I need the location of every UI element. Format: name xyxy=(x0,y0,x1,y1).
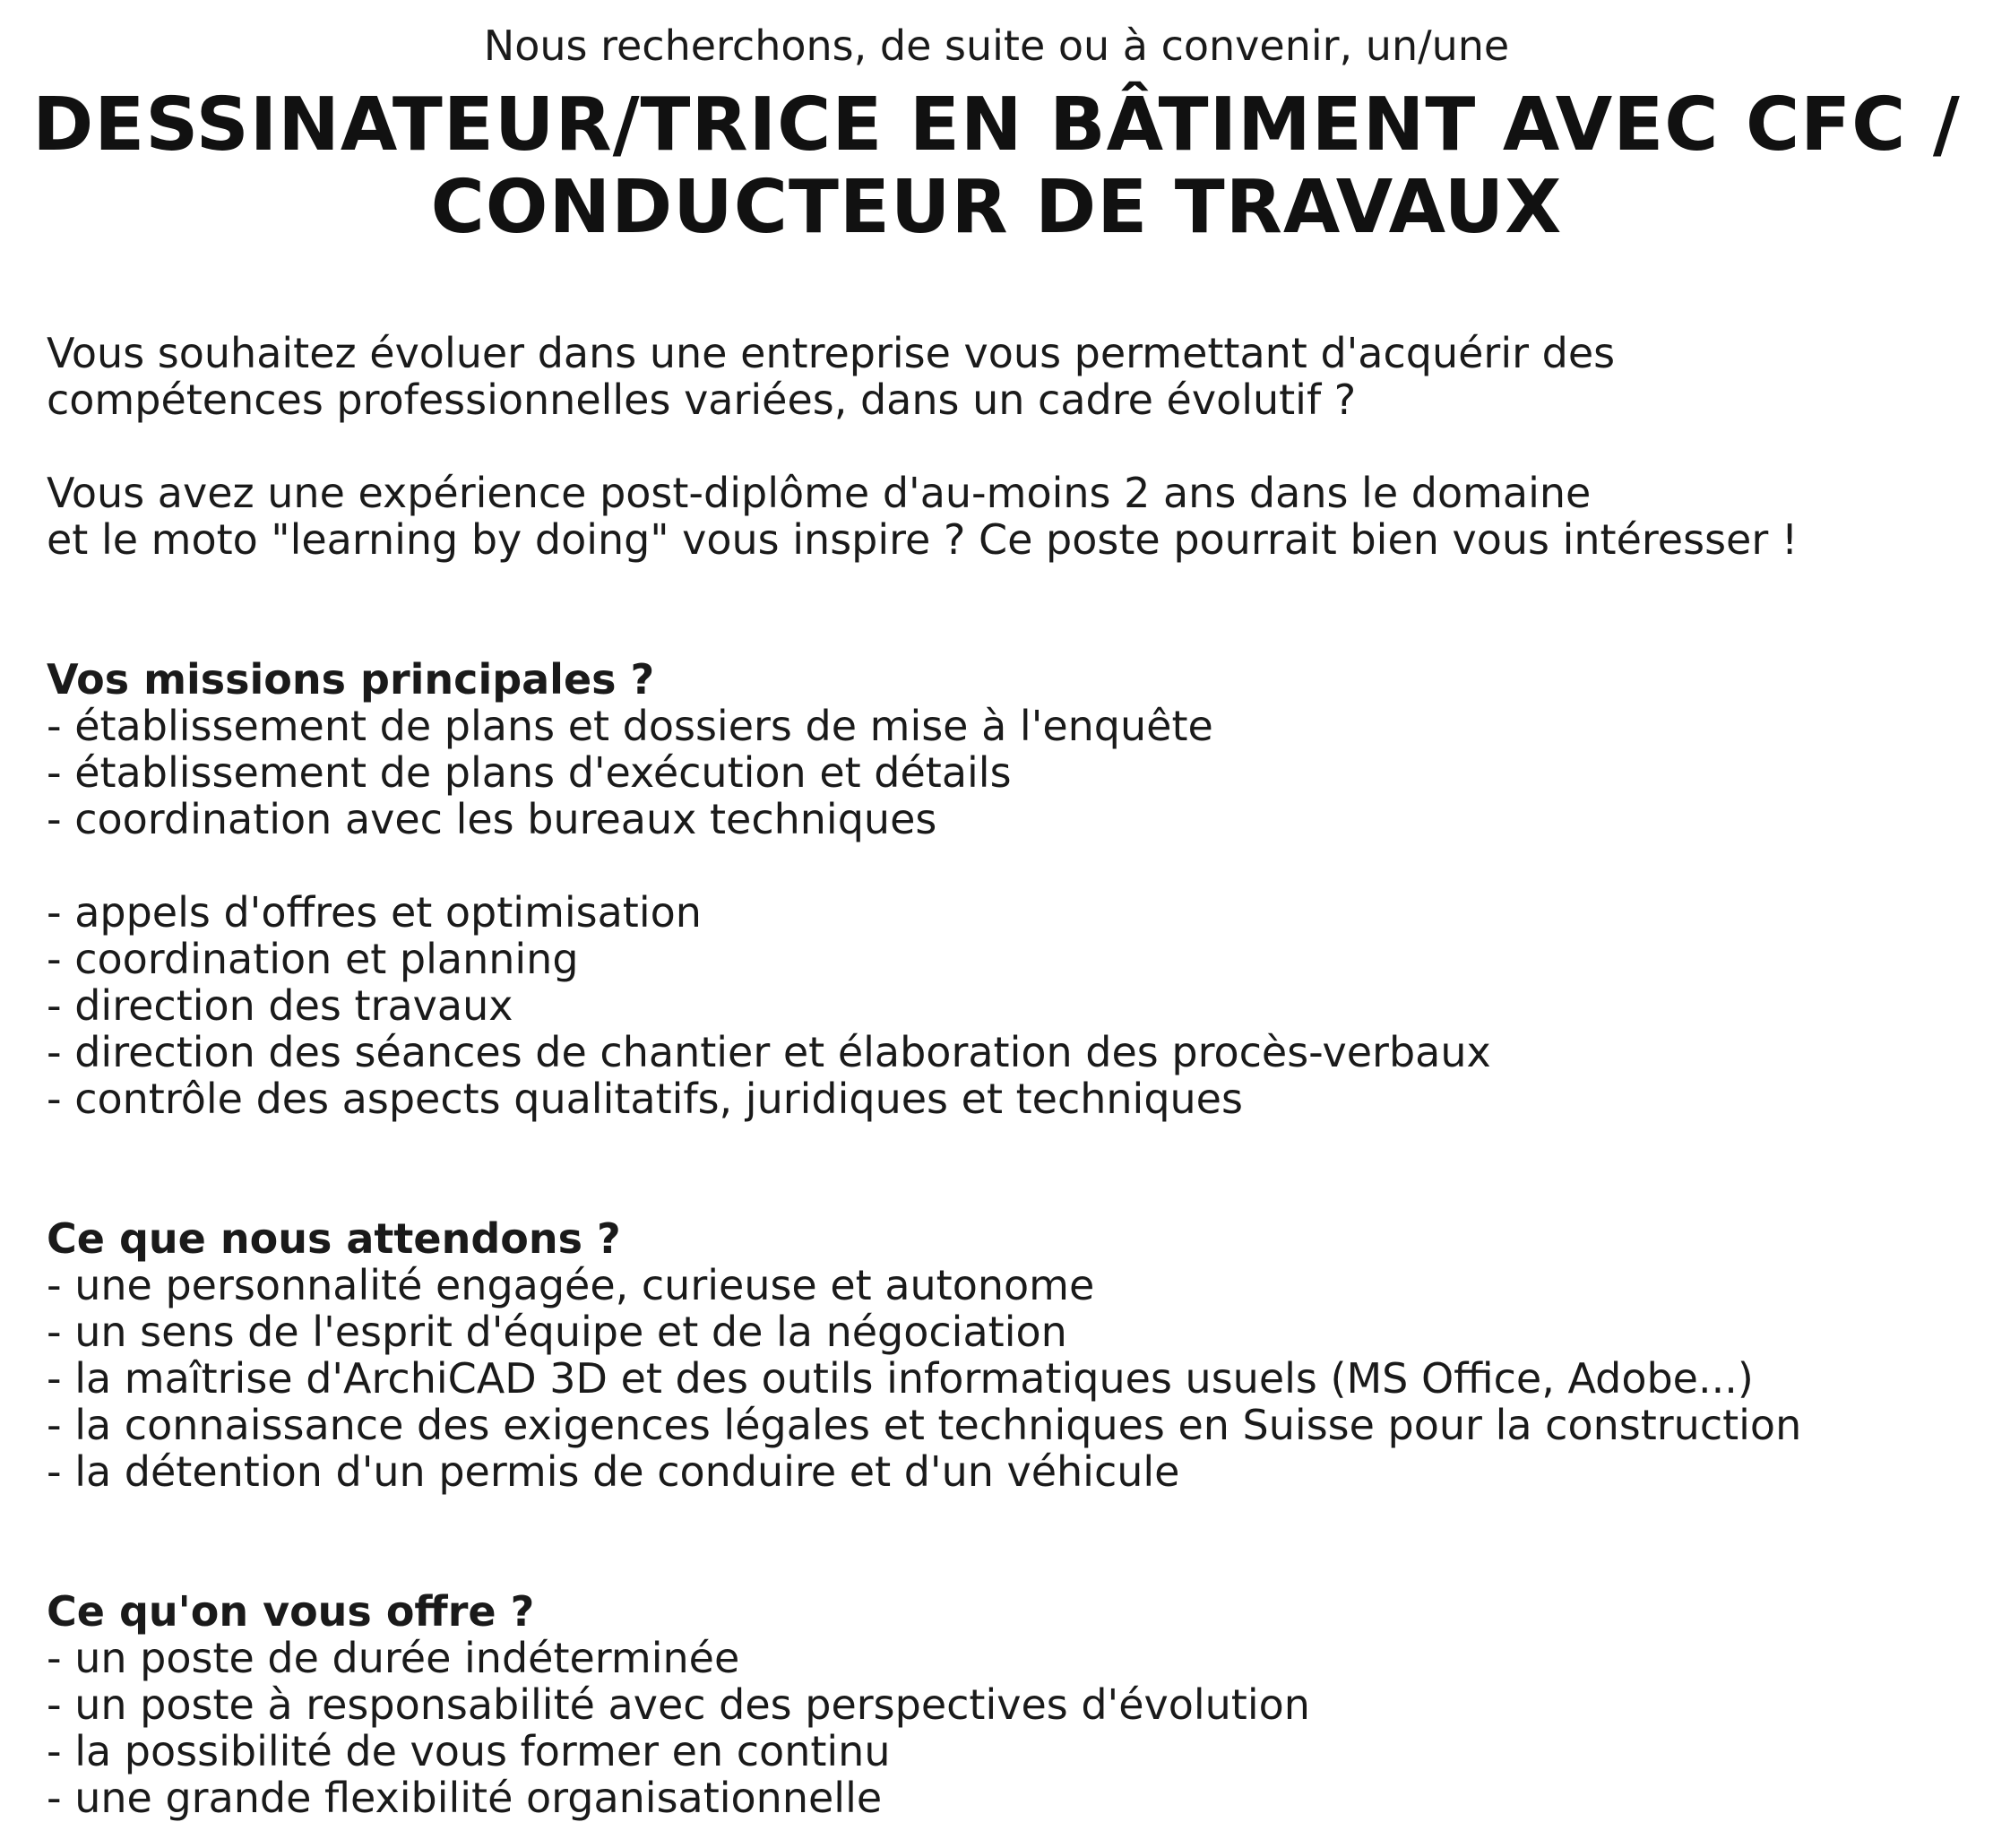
list-item: - établissement de plans d'exécution et détails xyxy=(47,748,1012,797)
paragraph-line: Vous souhaitez évoluer dans une entreprise vous permettant d'acquérir des xyxy=(47,329,1616,377)
list-item: - direction des séances de chantier et élaboration des procès-verbaux xyxy=(47,1028,1491,1076)
offer-list xyxy=(47,1635,1973,1821)
intro-paragraph-2 xyxy=(47,470,1973,563)
list-item: - direction des travaux xyxy=(47,981,513,1030)
list-item: - la possibilité de vous former en continu xyxy=(47,1727,891,1775)
list-item: - la connaissance des exigences légales et techniques en Suisse pour la construction xyxy=(47,1401,1802,1449)
intro-line: Nous recherchons, de suite ou à convenir, un/une xyxy=(483,22,1510,70)
posting-body xyxy=(47,330,1973,1821)
list-item: - contrôle des aspects qualitatifs, juridiques et techniques xyxy=(47,1075,1243,1123)
intro-paragraph-1 xyxy=(47,330,1973,423)
expectations-heading: Ce que nous attendons ? xyxy=(47,1214,621,1263)
list-item: - établissement de plans et dossiers de mise à l'enquête xyxy=(47,702,1213,750)
paragraph-line: Vous avez une expérience post-diplôme d'au-moins 2 ans dans le domaine xyxy=(47,469,1592,517)
list-item: - un poste de durée indéterminée xyxy=(47,1634,740,1682)
list-item: - coordination et planning xyxy=(47,935,579,983)
paragraph-line: et le moto "learning by doing" vous inspire ? Ce poste pourrait bien vous intéresser ! xyxy=(47,515,1799,564)
list-item: - un sens de l'esprit d'équipe et de la négociation xyxy=(47,1308,1067,1356)
list-item: - coordination avec les bureaux techniques xyxy=(47,795,937,843)
list-item: - la détention d'un permis de conduire et d'un véhicule xyxy=(47,1447,1180,1496)
paragraph-line: compétences professionnelles variées, dans un cadre évolutif ? xyxy=(47,376,1357,424)
list-item: - appels d'offres et optimisation xyxy=(47,888,702,937)
list-item: - un poste à responsabilité avec des perspectives d'évolution xyxy=(47,1680,1310,1729)
missions-section xyxy=(47,656,1973,1122)
missions-list-2 xyxy=(47,889,1973,1122)
list-item: - la maîtrise d'ArchiCAD 3D et des outils informatiques usuels (MS Office, Adobe...) xyxy=(47,1354,1754,1403)
offer-heading: Ce qu'on vous offre ? xyxy=(47,1587,535,1636)
missions-heading: Vos missions principales ? xyxy=(47,655,655,704)
expectations-section xyxy=(47,1215,1973,1495)
list-item: - une grande flexibilité organisationnelle xyxy=(47,1774,883,1822)
list-item: - une personnalité engagée, curieuse et autonome xyxy=(47,1261,1095,1309)
job-title-line-1: DESSINATEUR/TRICE EN BÂTIMENT AVEC CFC / xyxy=(32,82,1961,168)
offer-section xyxy=(47,1588,1973,1821)
expectations-list xyxy=(47,1262,1973,1495)
missions-list-1 xyxy=(47,703,1973,842)
job-title xyxy=(0,84,1993,249)
job-title-line-2: CONDUCTEUR DE TRAVAUX xyxy=(430,165,1563,250)
